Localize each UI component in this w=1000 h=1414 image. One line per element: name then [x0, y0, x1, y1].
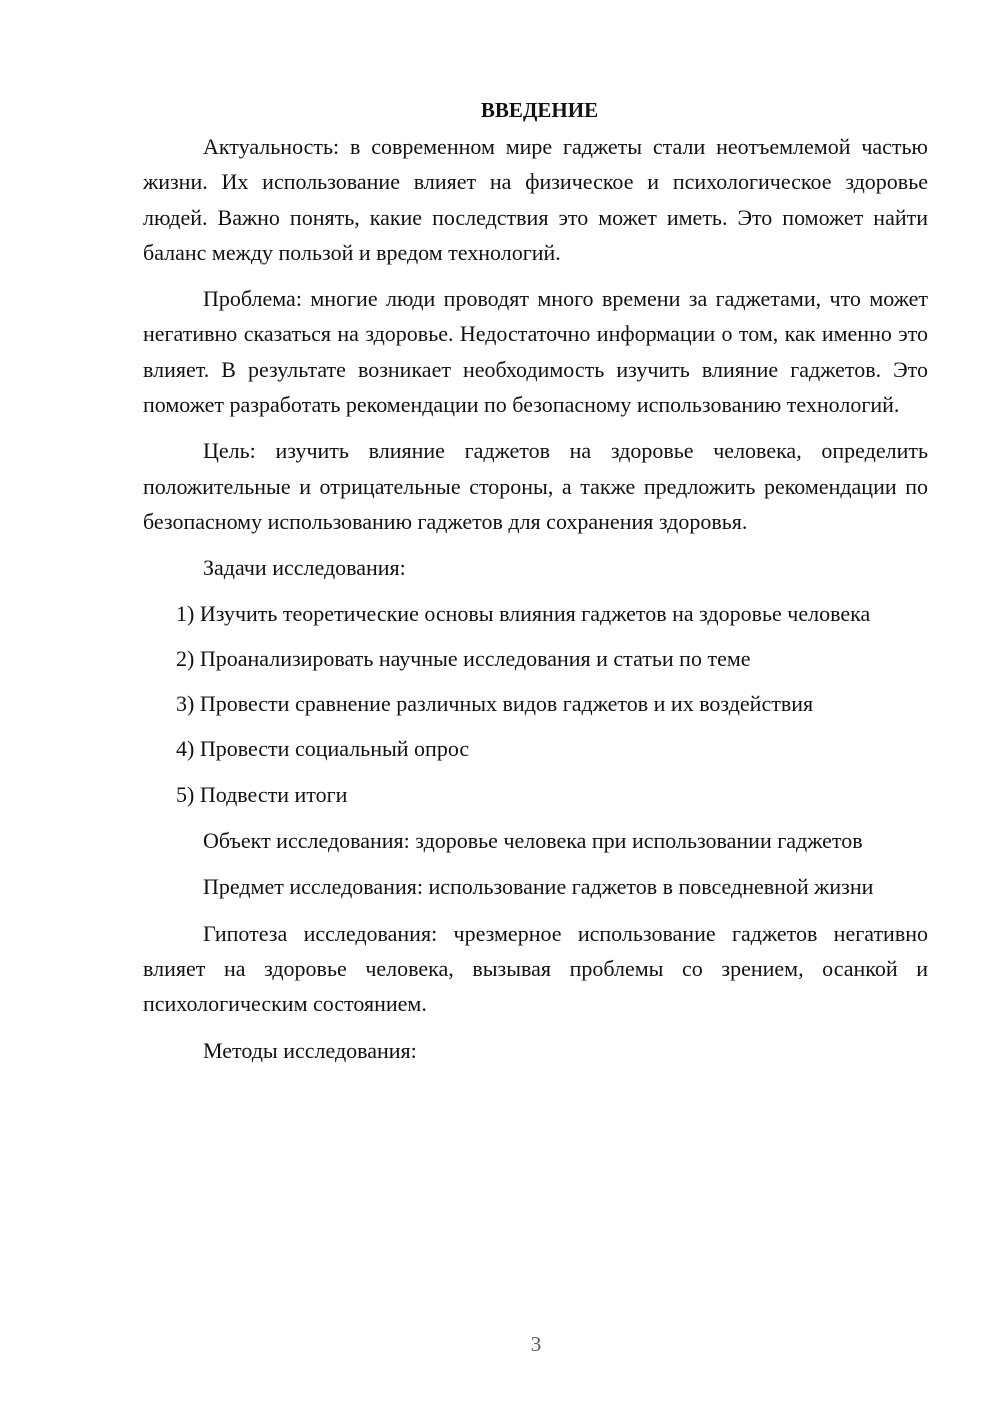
tasks-list: [143, 596, 928, 812]
tasks-heading: Задачи исследования:: [203, 555, 406, 581]
subject-paragraph: Предмет исследования: использование гаджетов в повседневной жизни: [203, 874, 874, 900]
section-title: ВВЕДЕНИЕ: [480, 98, 599, 122]
document-page: [143, 92, 928, 1068]
hypothesis-paragraph: Гипотеза исследования: чрезмерное использование гаджетов негативно влияет на здоровье человека, вызывая проблемы со зрением, осанкой и психологическим состоянием.: [143, 920, 928, 1017]
problem-paragraph: Проблема: многие люди проводят много времени за гаджетами, что может негативно сказаться на здоровье. Недостаточно информации о том, как именно это влияет. В результате возникает необходимость изучить влияние гаджетов. Это поможет разработать рекомендации по безопасному использованию технологий.: [143, 286, 928, 418]
goal-paragraph: Цель: изучить влияние гаджетов на здоровье человека, определить положительные и отрицательные стороны, а также предложить рекомендации по безопасному использованию гаджетов для сохранения здоровья.: [143, 438, 928, 534]
methods-heading: Методы исследования:: [203, 1037, 417, 1063]
relevance-paragraph: Актуальность: в современном мире гаджеты стали неотъемлемой частью жизни. Их использование влияет на физическое и психологическое здоровье людей. Важно понять, какие последствия это может иметь. Это поможет найти баланс между пользой и вредом технологий.: [143, 134, 928, 265]
task-item: 3) Провести сравнение различных видов гаджетов и их воздействия: [176, 691, 814, 717]
task-item: 1) Изучить теоретические основы влияния гаджетов на здоровье человека: [176, 600, 871, 626]
object-paragraph: Объект исследования: здоровье человека при использовании гаджетов: [203, 828, 863, 854]
page-number: 3: [530, 1332, 542, 1356]
task-item: 4) Провести социальный опрос: [176, 736, 470, 762]
task-item: 5) Подвести итоги: [176, 781, 348, 807]
task-item: 2) Проанализировать научные исследования и статьи по теме: [176, 645, 751, 671]
